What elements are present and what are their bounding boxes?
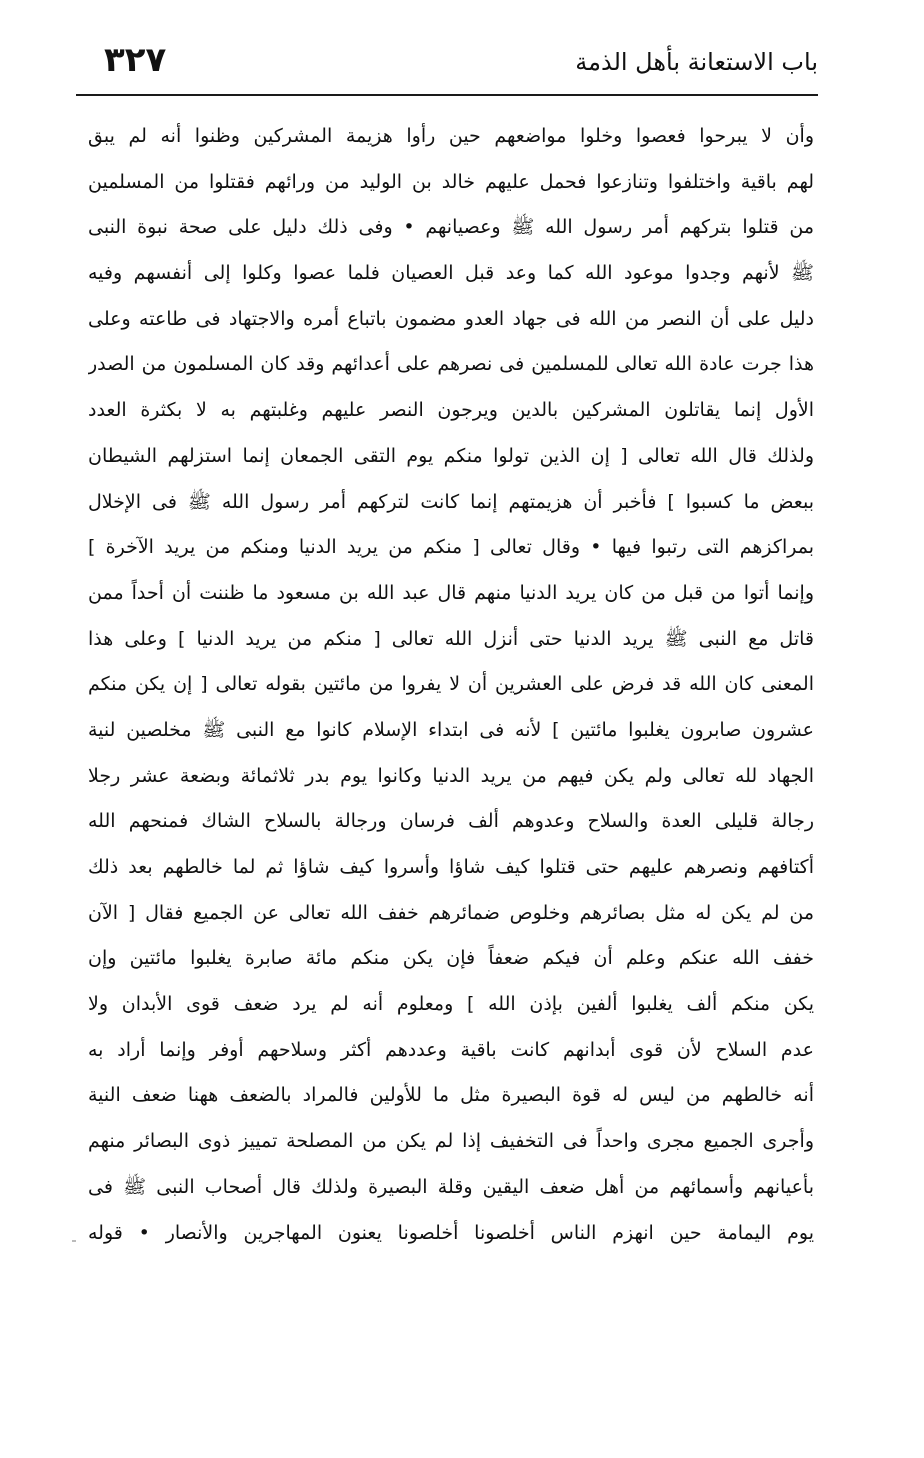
- text-line: وأن لا يبرحوا فعصوا وخلوا مواضعهم حين رأوا هزيمة المشركين وظنوا أنه لم يبق: [88, 125, 814, 147]
- text-line: عشرون صابرون يغلبوا مائتين ] لأنه فى ابتداء الإسلام كانوا مع النبى ﷺ مخلصين لنية: [88, 718, 814, 741]
- text-line: وإنما أتوا من قبل من كان يريد الدنيا منهم قال عبد الله بن مسعود ما ظننت أن أحداً ممن: [88, 581, 814, 604]
- text-line: من لم يكن له مثل بصائرهم وخلوص ضمائرهم خفف الله تعالى عن الجميع فقال [ الآن: [88, 901, 814, 924]
- text-line: يكن منكم ألف يغلبوا ألفين بإذن الله ] ومعلوم أنه لم يرد ضعف قوى الأبدان ولا: [88, 993, 814, 1016]
- page-header: [76, 36, 818, 94]
- text-line: يوم اليمامة حين انهزم الناس أخلصونا أخلصونا يعنون المهاجرين والأنصار • قوله: [88, 1221, 814, 1244]
- text-line: ﷺ لأنهم وجدوا موعود الله كما وعد قبل العصيان فلما عصوا وكلوا إلى أنفسهم وفيه: [88, 262, 814, 285]
- text-line: لهم باقية واختلفوا وتنازعوا فحمل عليهم خالد بن الوليد من ورائهم فقتلوا من المسلمين: [88, 170, 814, 193]
- text-line: بمراكزهم التى رتبوا فيها • وقال تعالى [ منكم من يريد الدنيا ومنكم من يريد الآخرة ]: [88, 536, 814, 559]
- text-line: وأجرى الجميع مجرى واحداً فى التخفيف إذا لم يكن من المصلحة تمييز ذوى البصائر منهم: [88, 1130, 814, 1153]
- text-line: دليل على أن النصر من الله فى جهاد العدو مضمون باتباع أمره والاجتهاد فى طاعته وعلى: [88, 307, 814, 330]
- text-line: المعنى كان الله قد فرض على العشرين أن لا يفروا من مائتين بقوله تعالى [ إن يكن منكم: [88, 673, 814, 696]
- text-line: خفف الله عنكم وعلم أن فيكم ضعفاً فإن يكن منكم مائة صابرة يغلبوا مائتين وإن: [88, 947, 814, 970]
- header-rule: [76, 94, 818, 96]
- text-line: الأول إنما يقاتلون المشركين بالدين ويرجون النصر عليهم وغلبتهم به لا بكثرة العدد: [88, 399, 814, 422]
- text-line: رجالة قليلى العدة والسلاح وعدوهم ألف فرسان ورجالة بالسلاح الشاك فمنحهم الله: [88, 810, 814, 833]
- text-line: أنه خالطهم من ليس له قوة البصيرة مثل ما للأولين فالمراد بالضعف ههنا ضعف النية: [88, 1084, 814, 1107]
- running-title: باب الاستعانة بأهل الذمة: [575, 48, 818, 76]
- text-line: من قتلوا بتركهم أمر رسول الله ﷺ وعصيانهم • وفى ذلك دليل على صحة نبوة النبى: [88, 216, 814, 239]
- text-line: ببعض ما كسبوا ] فأخبر أن هزيمتهم إنما كانت لتركهم أمر رسول الله ﷺ فى الإخلال: [88, 490, 814, 513]
- page-number: ٣٢٧: [104, 40, 167, 80]
- text-line: هذا جرت عادة الله تعالى للمسلمين فى نصرهم على أعدائهم وقد كان المسلمون من الصدر: [88, 353, 814, 376]
- text-line: عدم السلاح لأن قوى أبدانهم كانت باقية وعددهم أكثر وسلاحهم أوفر وإنما أراد به: [88, 1038, 814, 1061]
- text-line: الجهاد لله تعالى ولم يكن فيهم من يريد الدنيا وكانوا يوم بدر ثلاثمائة وبضعة عشر رجلا: [88, 764, 814, 787]
- text-line: ولذلك قال الله تعالى [ إن الذين تولوا منكم يوم التقى الجمعان إنما استزلهم الشيطان: [88, 444, 814, 467]
- text-line: بأعيانهم وأسمائهم من أهل ضعف اليقين وقلة البصيرة ولذلك قال أصحاب النبى ﷺ فى: [88, 1175, 814, 1198]
- text-line: قاتل مع النبى ﷺ يريد الدنيا حتى أنزل الله تعالى [ منكم من يريد الدنيا ] وعلى هذا: [88, 627, 814, 650]
- body-text: [88, 114, 814, 1256]
- text-line: أكتافهم ونصرهم عليهم حتى قتلوا كيف شاؤا وأسروا كيف شاؤا ثم لما خالطهم بعد ذلك: [88, 856, 814, 878]
- margin-mark: [72, 1240, 76, 1242]
